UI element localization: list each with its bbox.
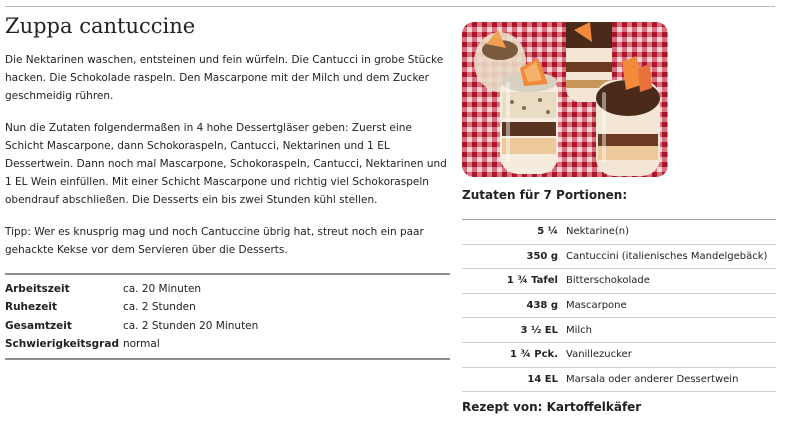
- ingredient-amount: 438 g: [526, 300, 558, 312]
- ingredient-amount: 1 ¾ Pck.: [510, 349, 558, 361]
- ingredient-amount: 1 ¾ Tafel: [506, 275, 558, 287]
- ingredient-name: Bitterschokolade: [566, 275, 650, 287]
- ingredient-name: Nektarine(n): [566, 226, 629, 238]
- info-label: Arbeitszeit: [5, 283, 70, 296]
- recipe-photo: [462, 22, 668, 177]
- tip-paragraph: Tipp: Wer es knusprig mag und noch Cantuccine übrig hat, streut noch ein paar gehackte Kekse vor dem Servieren über die Desserts.: [5, 226, 424, 256]
- info-label: Gesamtzeit: [5, 319, 72, 332]
- ingredients-table: [462, 220, 776, 392]
- instruction-paragraph: Nun die Zutaten folgendermaßen in 4 hohe Dessertgläser geben: Zuerst eine Schicht Mascarpone, dann Schokoraspeln, Cantucci, Nektarinen und 1 EL Dessertwein. Dann noch mal Mascarpone, Schokoraspeln, Cantucci, Nektarinen und 1 EL Wein einfüllen. Mit einer Schicht Mascarpone und richtig viel Schokoraspeln obendrauf abschließen. Die Desserts ein bis zwei Stunden kühl stellen.: [5, 122, 447, 206]
- ingredient-row: [462, 244, 776, 269]
- recipe-info-table: [5, 280, 258, 353]
- info-label: Schwierigkeitsgrad: [5, 338, 119, 351]
- ingredient-name: Marsala oder anderer Dessertwein: [566, 373, 739, 385]
- ingredient-name: Vanillezucker: [566, 349, 632, 361]
- ingredient-amount: 350 g: [526, 250, 558, 262]
- ingredient-amount: 14 EL: [527, 373, 558, 385]
- ingredient-name: Milch: [566, 324, 593, 336]
- info-row-work-time: [5, 280, 258, 298]
- info-label: Ruhezeit: [5, 301, 58, 314]
- ingredient-row: [462, 220, 776, 244]
- info-value: ca. 20 Minuten: [122, 283, 202, 296]
- ingredient-amount: 5 ¼: [537, 226, 558, 238]
- ingredient-row: [462, 293, 776, 318]
- ingredient-row: [462, 367, 776, 392]
- info-row-total-time: [5, 317, 258, 335]
- info-value: normal: [122, 338, 160, 351]
- ingredient-amount: 3 ½ EL: [520, 324, 558, 336]
- recipe-side-column: [462, 22, 776, 415]
- info-value: ca. 2 Stunden 20 Minuten: [122, 319, 259, 332]
- ingredient-name: Cantuccini (italienisches Mandelgebäck): [566, 250, 768, 262]
- top-divider: [5, 6, 775, 7]
- ingredients-heading: Zutaten für 7 Portionen:: [462, 188, 628, 202]
- instruction-paragraph: Die Nektarinen waschen, entsteinen und fein würfeln. Die Cantucci in grobe Stücke hacken. Die Schokolade raspeln. Den Mascarpone mit der Milch und dem Zucker geschmeidig rühren.: [5, 54, 444, 102]
- recipe-title: Zuppa cantuccine: [5, 14, 196, 38]
- ingredient-row: [462, 269, 776, 294]
- recipe-main-column: [5, 13, 450, 360]
- ingredient-name: Mascarpone: [566, 300, 627, 312]
- ingredient-row: [462, 342, 776, 367]
- info-row-difficulty: [5, 335, 258, 353]
- info-row-rest-time: [5, 298, 258, 316]
- info-value: ca. 2 Stunden: [122, 301, 196, 314]
- ingredient-row: [462, 318, 776, 343]
- recipe-author: Rezept von: Kartoffelkäfer: [462, 400, 642, 415]
- info-top-divider: [5, 273, 450, 275]
- info-bottom-divider: [5, 358, 450, 360]
